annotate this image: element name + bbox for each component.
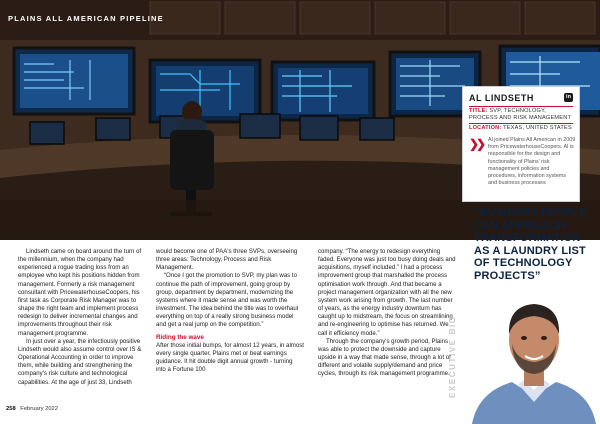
executive-bio-label: EXECUTIVE BIO xyxy=(448,315,457,398)
profile-title-value: SVP, TECHNOLOGY, PROCESS AND RISK MANAGEMENT xyxy=(469,108,572,121)
portrait-illustration xyxy=(468,284,600,424)
page-number: 258 xyxy=(6,406,16,412)
paragraph: After those initial bumps, for almost 12 years, in almost every single quarter, Plains met or beat earnings guidance. It hit double digit annual growth - turning into a Fortune 100 xyxy=(156,341,305,374)
subheading: Riding the wave xyxy=(156,333,204,341)
pull-quote: “BUSINESS PEOPLE CAN APPROACH TRANSFORMATION AS A LAUNDRY LIST OF TECHNOLOGY PROJECTS” xyxy=(474,207,587,282)
paragraph: Through the company's growth period, Plains was able to protect the downside and capture upside in a way that made sense, through a lot of different and volatile supply/demand and price cycles, through its risk management programme. xyxy=(318,337,451,378)
linkedin-icon[interactable]: in xyxy=(564,93,573,102)
article-column-2 xyxy=(156,248,304,374)
card-divider xyxy=(469,123,573,124)
profile-name: AL LINDSETH xyxy=(469,93,534,103)
card-divider xyxy=(469,106,573,107)
chevron-right-icon: ❯❯ xyxy=(469,137,484,151)
section-header: PLAINS ALL AMERICAN PIPELINE xyxy=(8,14,164,23)
portrait-photo xyxy=(468,284,600,424)
article-column-3 xyxy=(318,248,458,379)
issue-date: February 2022 xyxy=(20,406,58,412)
paragraph: “Once I got the promotion to SVP, my plan was to continue the path of improvement, going group by group, department by department, modernizing the systems where it made sense and was worth the investment. The idea behind the title was to overhaul everything on top of a really strong business model and get a real jump on the competition.” xyxy=(156,272,299,329)
article-column-1 xyxy=(18,248,146,387)
profile-location-key: LOCATION: xyxy=(469,125,502,131)
profile-bio: Al joined Plains All American in 2009 from PricewaterhouseCoopers. Al is responsible for the design and functionality of Plains' risk management policies and procedures, information systems and business processes xyxy=(488,137,576,187)
profile-card xyxy=(462,86,580,202)
profile-location xyxy=(469,125,575,132)
profile-location-value: TEXAS, UNITED STATES xyxy=(503,125,572,131)
paragraph: company. “The energy to redesign everything faded. Everyone was just too busy doing deals and acquisitions, myself included.” I had a process improvement group that marshalled the process optimisation work through. And that became a project management organization with all the new system work arising from growth. The last number of years, as the energy industry downturn has caught up to midstream, the focus on streamlining and re-engineering to optimise has returned. We call it efficiency mode.” xyxy=(318,248,456,337)
profile-title xyxy=(469,108,575,122)
profile-title-key: TITLE: xyxy=(469,108,488,114)
page-footer xyxy=(6,406,58,412)
paragraph: would become one of PAA's three SVPs, overseeing three areas: Technology, Process and Risk Management. xyxy=(156,248,298,272)
paragraph: In just over a year, the infectiously positive Lindseth would also assume control over IS & Operational Accounting in order to improve them, while building and strengthening the company's risk culture and technological capabilities. At the age of just 33, Lindseth xyxy=(18,337,142,386)
paragraph: Lindseth came on board around the turn of the millennium, when the company had experienced a rogue trading loss from an employee who kept his positions hidden from management. Formerly a risk management consultant with PricewaterhouseCoopers, his first task as Corporate Risk Manager was to shape the right team and implement process redesign to deliver incremental changes and improvements throughout their risk management programme. xyxy=(18,248,142,337)
